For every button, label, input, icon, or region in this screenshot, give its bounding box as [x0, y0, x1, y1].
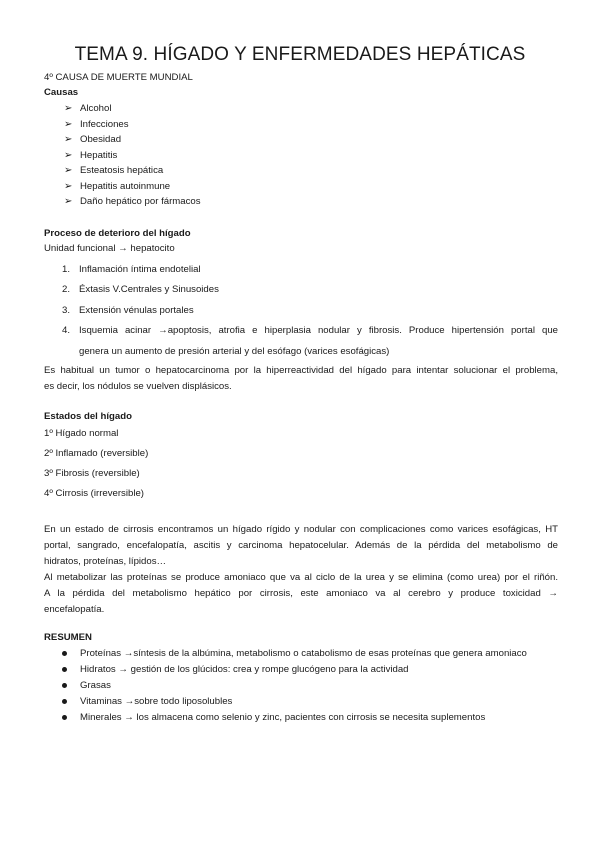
arrow-bullet-icon: ➢ — [64, 118, 73, 130]
bullet-icon — [62, 715, 67, 720]
document-page: TEMA 9. HÍGADO Y ENFERMEDADES HEPÁTICAS 4º CAUSA DE MUERTE MUNDIAL Causas ➢ Alcohol ➢ Infecciones ➢ Obesidad ➢ Hepatitis ➢ Esteatosis hepática ➢ Hepatitis autoinmune ➢ Daño hepático por fármacos Proceso de deterioro del hígado Unidad funcional → hepatocito 1. Inflamación íntima endotelial 2. Éxtasis V.Centrales y Sinusoides 3. Extensión vénulas portales 4. Isquemia acinar →apoptosis, atrofia e hiperplasia nodular y fibrosis. Produce hipertensión portal que genera un aumento de presión arterial y del esófago (varices esofágicas) Es habitual un tumor o hepatocarcinoma por la hiperreactividad del hígado para intentar solucionar el problema, es decir, los nódulos se vuelven displásicos. Estados del hígado 1º Hígado normal 2º Inflamado (reversible) 3º Fibrosis (reversible) 4º Cirrosis (irreversible) En un estado de cirrosis encontramos un hígado rígido y nodular con complicaciones como varices esofágicas, HT portal, sangrado, encefalopatía, ascitis y carcinoma hepatocelular. Además de la pérdida del metabolismo de hidratos, proteínas, lípidos… Al metabolizar las proteínas se produce amoniaco que va al ciclo de la urea y se elimina (como urea) por el riñón. A la pérdida del metabolismo hepático por cirrosis, este amoniaco va al cerebro y produce toxicidad → encefalopatía. RESUMEN Proteínas →síntesis de la albúmina, metabolismo o catabolismo de esas proteínas que genera amoniaco Hidratos → gestión de los glúcidos: crea y rompe glucógeno para la actividad Grasas Vitaminas →sobre todo liposolubles Minerales → los almacena como selenio y zinc, pacientes con cirrosis se necesita suplementos — [0, 0, 600, 848]
bullet-icon — [62, 699, 67, 704]
arrow-bullet-icon: ➢ — [64, 165, 73, 176]
list-item: Hidratos → gestión de los glúcidos: crea y rompe glucógeno para la actividad — [62, 664, 527, 680]
summary-heading: RESUMEN — [44, 632, 92, 643]
state-item: 2º Inflamado (reversible) — [44, 448, 149, 459]
list-item: ➢ Infecciones — [64, 118, 129, 130]
bullet-icon — [62, 651, 67, 656]
arrow-bullet-icon: ➢ — [64, 134, 73, 145]
summary-list — [62, 648, 527, 728]
bullet-icon — [62, 667, 67, 672]
list-item: Grasas — [62, 680, 527, 696]
list-item: ➢ Esteatosis hepática — [64, 165, 164, 176]
page-title: TEMA 9. HÍGADO Y ENFERMEDADES HEPÁTICAS — [74, 44, 526, 65]
causes-list — [64, 103, 201, 212]
functional-unit-line: Unidad funcional → hepatocito — [44, 243, 175, 254]
arrow-bullet-icon: ➢ — [64, 180, 73, 192]
list-item: Vitaminas →sobre todo liposolubles — [62, 696, 527, 712]
list-item: ➢ Daño hepático por fármacos — [64, 196, 201, 207]
states-heading: Estados del hígado — [44, 411, 132, 422]
arrow-bullet-icon: ➢ — [64, 196, 73, 207]
tumor-paragraph: Es habitual un tumor o hepatocarcinoma por la hiperreactividad del hígado para intentar solucionar el problema, es decir, los nódulos se vuelven displásicos. — [44, 365, 558, 392]
list-item: ➢ Hepatitis — [64, 149, 118, 161]
list-item: Minerales → los almacena como selenio y zinc, pacientes con cirrosis se necesita suplementos — [62, 712, 527, 728]
arrow-bullet-icon: ➢ — [64, 149, 73, 161]
state-item: 3º Fibrosis (reversible) — [44, 468, 140, 479]
state-item: 1º Hígado normal — [44, 428, 119, 439]
list-item: Proteínas →síntesis de la albúmina, metabolismo o catabolismo de esas proteínas que genera amoniaco — [62, 648, 527, 664]
ammonia-paragraph: Al metabolizar las proteínas se produce amoniaco que va al ciclo de la urea y se elimina (como urea) por el riñón. A la pérdida del metabolismo hepático por cirrosis, este amoniaco va al cerebro y produce toxicidad → encefalopatía. — [44, 572, 558, 615]
cirrhosis-paragraph: En un estado de cirrosis encontramos un hígado rígido y nodular con complicaciones como varices esofágicas, HT portal, sangrado, encefalopatía, ascitis y carcinoma hepatocelular. Además de la pérdida del metabolismo de hidratos, proteínas, lípidos… — [44, 524, 558, 567]
list-item: ➢ Hepatitis autoinmune — [64, 180, 171, 192]
causes-heading: Causas — [44, 87, 79, 98]
state-item: 4º Cirrosis (irreversible) — [44, 488, 144, 499]
intro-line: 4º CAUSA DE MUERTE MUNDIAL — [44, 72, 193, 83]
arrow-bullet-icon: ➢ — [64, 103, 73, 114]
process-heading: Proceso de deterioro del hígado — [44, 228, 191, 239]
bullet-icon — [62, 683, 67, 688]
list-item: ➢ Alcohol — [64, 103, 112, 114]
list-item: ➢ Obesidad — [64, 134, 122, 145]
